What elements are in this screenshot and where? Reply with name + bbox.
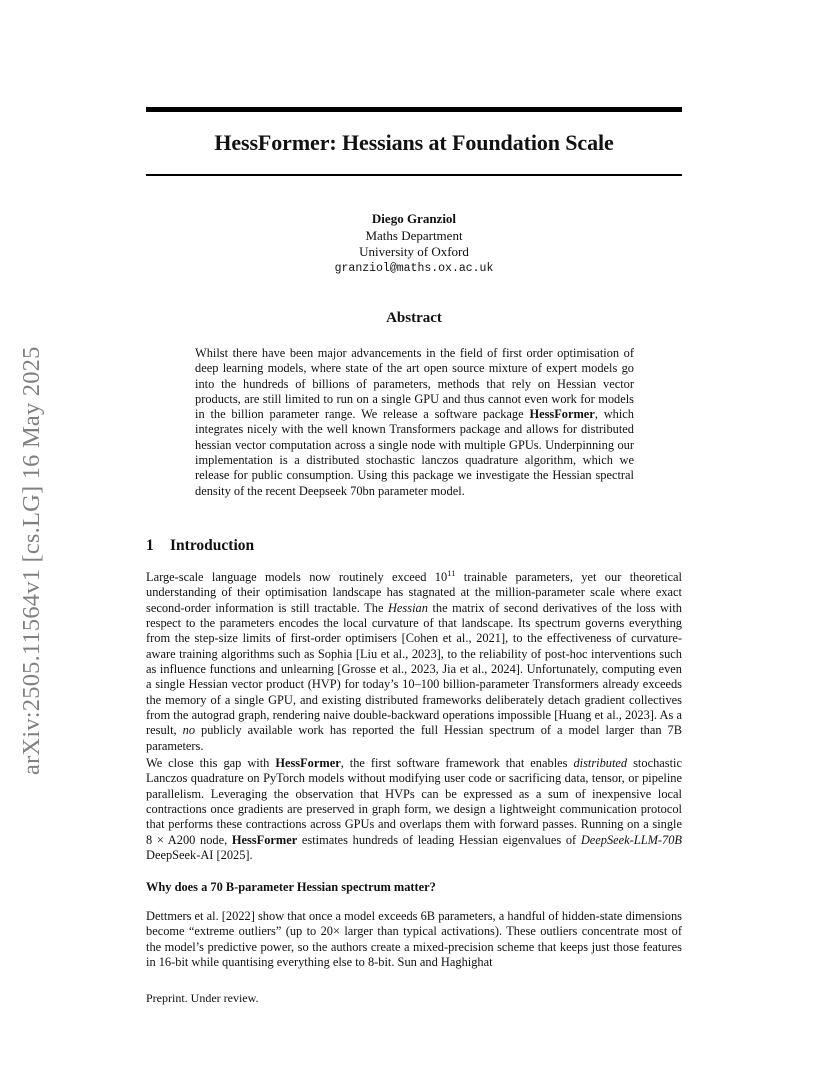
title-bottom-rule <box>146 174 682 176</box>
superscript: 11 <box>447 568 456 578</box>
bold-term: HessFormer <box>275 756 341 770</box>
intro-paragraph-3: Dettmers et al. [2022] show that once a model exceeds 6B parameters, a handful of hidden-state dimensions become “extreme outliers” (up to 20× larger than typical activations). These outliers concentrate most of the model’s predictive power, so the authors create a mixed-precision scheme that keeps just those features in 16-bit while quantising everything else to 8-bit. Sun and Haghighat <box>146 909 682 970</box>
footer-note: Preprint. Under review. <box>146 991 259 1005</box>
author-name: Diego Granziol <box>371 211 457 226</box>
text-run: stochastic Lanczos quadrature on PyTorch models without modifying user code or sacrificing data, tensor, or pipeline parallelism. Leveraging the observation that HVPs can be expressed as a sum of inexpensive local contractions once gradients are preserved in graph form, we design a lightweight communication protocol that performs these contractions across GPUs and overlaps them with forward passes. Running on a single 8 × A200 node, <box>146 756 682 847</box>
author-email[interactable]: granziol@maths.ox.ac.uk <box>334 261 494 275</box>
text-run: We close this gap with <box>146 756 276 770</box>
title-top-rule <box>146 107 682 112</box>
italic-term: distributed <box>573 756 628 770</box>
abstract-heading: Abstract <box>386 310 442 326</box>
paper-title: HessFormer: Hessians at Foundation Scale <box>214 130 614 155</box>
bold-term: HessFormer <box>231 832 298 847</box>
text-run: , the first software framework that enables <box>340 756 574 770</box>
intro-paragraph-1 <box>146 570 682 754</box>
text-run: DeepSeek-AI [2025]. <box>146 848 253 863</box>
text-run: the matrix of second derivatives of the loss with respect to the parameters encodes the local curvature of that landscape. Its spectrum governs everything from the step-size limits of first-order optimisers [Cohen et al., 2021], to the effectiveness of curvature-aware training algorithms such as Sophia [Liu et al., 2023], to the reliability of post-hoc interventions such as influence functions and unlearning [Grosse et al., 2023, Jia et al., 2024]. Unfortunately, computing even a single Hessian vector product (HVP) for today’s 10–100 billion-parameter Transformers already exceeds the memory of a single GPU, and existing distributed frameworks deliberately detach gradient collectives from the autograd graph, rendering naive double-backward operations impossible [Huang et al., 2023]. As a result, <box>146 600 683 738</box>
italic-term: DeepSeek-LLM-70B <box>580 832 682 847</box>
abstract-body <box>195 346 634 499</box>
arxiv-identifier: arXiv:2505.11564v1 [cs.LG] 16 May 2025 <box>18 346 45 775</box>
text-run: estimates hundreds of leading Hessian eigenvalues of <box>297 832 581 847</box>
intro-paragraph-2 <box>146 756 682 863</box>
section-heading-introduction <box>146 537 254 555</box>
text-run: Large-scale language models now routinely exceed 10 <box>146 570 448 584</box>
section-title: Introduction <box>170 537 255 554</box>
text-run: publicly available work has reported the full Hessian spectrum of a model larger than 7B parameters. <box>146 723 682 753</box>
italic-term: no <box>182 723 196 738</box>
author-department: Maths Department <box>365 227 463 243</box>
abstract-text: , which integrates nicely with the well known Transformers package and allows for distributed hessian vector computation across a single node with multiple GPUs. Underpinning our implementation is a distributed stochastic lanczos quadrature algorithm, which we release for public consumption. Using this package we investigate the Hessian spectral density of the recent Deepseek 70bn parameter model. <box>195 407 634 498</box>
paragraph-subheading: Why does a 70 B-parameter Hessian spectrum matter? <box>146 880 436 894</box>
author-institution: University of Oxford <box>359 244 469 259</box>
abstract-text: Whilst there have been major advancements in the field of first order optimisation of deep learning models, where state of the art open source mixture of expert models go into the hundreds of billions of parameters, methods that rely on Hessian vector products, are still limited to run on a single GPU and thus cannot even work for models in the billion parameter range. We release a software package <box>195 346 634 422</box>
author-block <box>146 211 682 277</box>
italic-term: Hessian <box>387 600 428 615</box>
section-number: 1 <box>146 537 154 554</box>
abstract-package-name: HessFormer <box>529 407 595 422</box>
text-run: trainable parameters, yet our theoretical understanding of their optimisation landscape has stagnated at the million-parameter scale where exact second-order information is still tractable. The <box>146 570 682 615</box>
